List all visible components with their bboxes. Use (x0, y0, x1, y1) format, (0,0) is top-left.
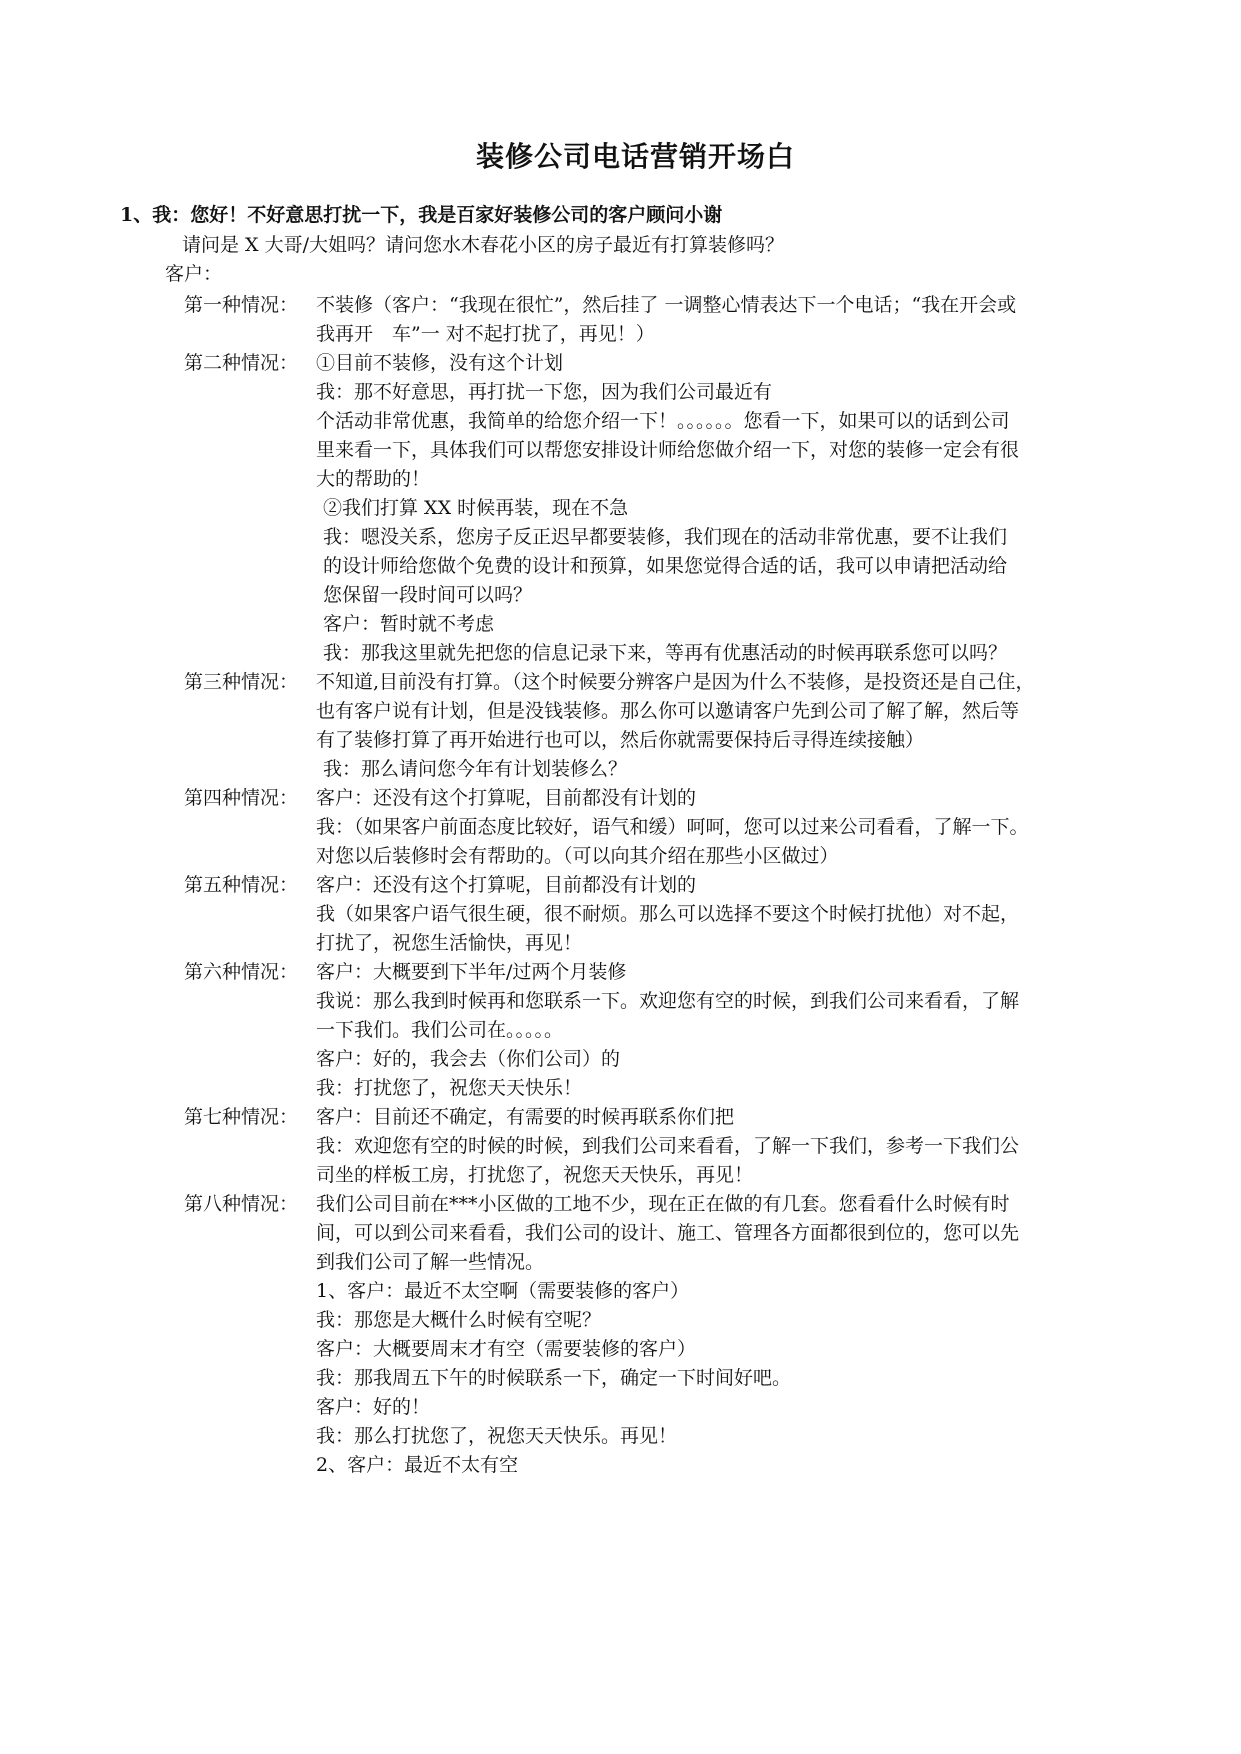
text-line: 我再开 车”一 对不起打扰了，再见！） (316, 323, 655, 345)
text-line: 客户：好的！ (316, 1396, 431, 1418)
text-line: 一下我们。我们公司在。。。。。 (316, 1019, 564, 1041)
text-line: 的设计师给您做个免费的设计和预算，如果您觉得合适的话，我可以申请把活动给 (323, 555, 1008, 577)
text-line: 我：打扰您了，祝您天天快乐！ (316, 1077, 583, 1099)
text-line: 对您以后装修时会有帮助的。（可以向其介绍在那些小区做过） (316, 845, 839, 867)
text-line: 司坐的样板工房，打扰您了，祝您天天快乐，再见！ (316, 1164, 754, 1186)
case-label: 第六种情况： (184, 961, 299, 983)
text-line: 2、客户：最近不太有空 (316, 1454, 519, 1476)
text-line: 打扰了，祝您生活愉快，再见！ (316, 932, 583, 954)
case-label: 第三种情况： (184, 671, 299, 693)
text-line: 个活动非常优惠，我简单的给您介绍一下！。。。。。。您看一下，如果可以的话到公司 (316, 410, 1010, 432)
text-line: 不装修（客户：“我现在很忙”，然后挂了 一调整心情表达下一个电话；“我在开会或 (316, 294, 1017, 316)
text-line: 1、客户：最近不太空啊（需要装修的客户） (316, 1280, 690, 1302)
text-line: 我：那么打扰您了，祝您天天快乐。再见！ (316, 1425, 678, 1447)
text-line: 我们公司目前在***小区做的工地不少，现在正在做的有几套。您看看什么时候有时 (316, 1193, 1010, 1215)
text-line: 有了装修打算了再开始进行也可以，然后你就需要保持后寻得连续接触） (316, 729, 925, 751)
text-line: 您保留一段时间可以吗？ (323, 584, 533, 606)
text-line: 1、我：您好！不好意思打扰一下，我是百家好装修公司的客户顾问小谢 (120, 204, 723, 226)
text-line: 我：那您是大概什么时候有空呢？ (316, 1309, 602, 1331)
text-line: ②我们打算 XX 时候再装，现在不急 (323, 497, 629, 519)
text-line: 到我们公司了解一些情况。 (316, 1251, 545, 1273)
text-line: 客户：目前还不确定，有需要的时候再联系你们把 (316, 1106, 735, 1128)
text-line: 我：（如果客户前面态度比较好，语气和缓）呵呵，您可以过来公司看看，了解一下。 (316, 816, 1029, 838)
text-line: 客户： (165, 263, 223, 285)
text-line: 客户：还没有这个打算呢，目前都没有计划的 (316, 787, 697, 809)
text-line: 大的帮助的！ (316, 468, 431, 490)
text-line: 我说：那么我到时候再和您联系一下。欢迎您有空的时候，到我们公司来看看，了解 (316, 990, 1020, 1012)
case-label: 第七种情况： (184, 1106, 299, 1128)
case-label: 第八种情况： (184, 1193, 299, 1215)
page-title: 装修公司电话营销开场白 (475, 140, 795, 173)
text-line: 我：那么请问您今年有计划装修么？ (323, 758, 628, 780)
text-line: 客户：还没有这个打算呢，目前都没有计划的 (316, 874, 697, 896)
text-line: 我：那不好意思，再打扰一下您，因为我们公司最近有 (316, 381, 773, 403)
text-line: 客户：大概要到下半年/过两个月装修 (316, 961, 627, 983)
text-line: 我：那我这里就先把您的信息记录下来，等再有优惠活动的时候再联系您可以吗？ (323, 642, 1008, 664)
text-line: 我：嗯没关系，您房子反正迟早都要装修，我们现在的活动非常优惠，要不让我们 (323, 526, 1008, 548)
case-label: 第四种情况： (184, 787, 299, 809)
text-line: 里来看一下，具体我们可以帮您安排设计师给您做介绍一下，对您的装修一定会有很 (316, 439, 1020, 461)
text-line: 我：欢迎您有空的时候的时候，到我们公司来看看，了解一下我们，参考一下我们公 (316, 1135, 1020, 1157)
text-line: 我：那我周五下午的时候联系一下，确定一下时间好吧。 (316, 1367, 792, 1389)
text-line: 也有客户说有计划，但是没钱装修。那么你可以邀请客户先到公司了解了解，然后等 (316, 700, 1020, 722)
text-line: 不知道,目前没有打算。（这个时候要分辨客户是因为什么不装修，是投资还是自己住， (316, 671, 1035, 693)
text-line: 客户：暂时就不考虑 (323, 613, 495, 635)
text-line: 我（如果客户语气很生硬，很不耐烦。那么可以选择不要这个时候打扰他）对不起， (316, 903, 1020, 925)
case-label: 第一种情况： (184, 294, 299, 316)
text-line: 请问是 X 大哥/大姐吗？请问您水木春花小区的房子最近有打算装修吗？ (182, 234, 785, 256)
text-line: ①目前不装修，没有这个计划 (316, 352, 564, 374)
text-line: 客户：好的，我会去（你们公司）的 (316, 1048, 621, 1070)
case-label: 第五种情况： (184, 874, 299, 896)
case-label: 第二种情况： (184, 352, 299, 374)
text-line: 间，可以到公司来看看，我们公司的设计、施工、管理各方面都很到位的，您可以先 (316, 1222, 1020, 1244)
text-line: 客户：大概要周末才有空（需要装修的客户） (316, 1338, 697, 1360)
